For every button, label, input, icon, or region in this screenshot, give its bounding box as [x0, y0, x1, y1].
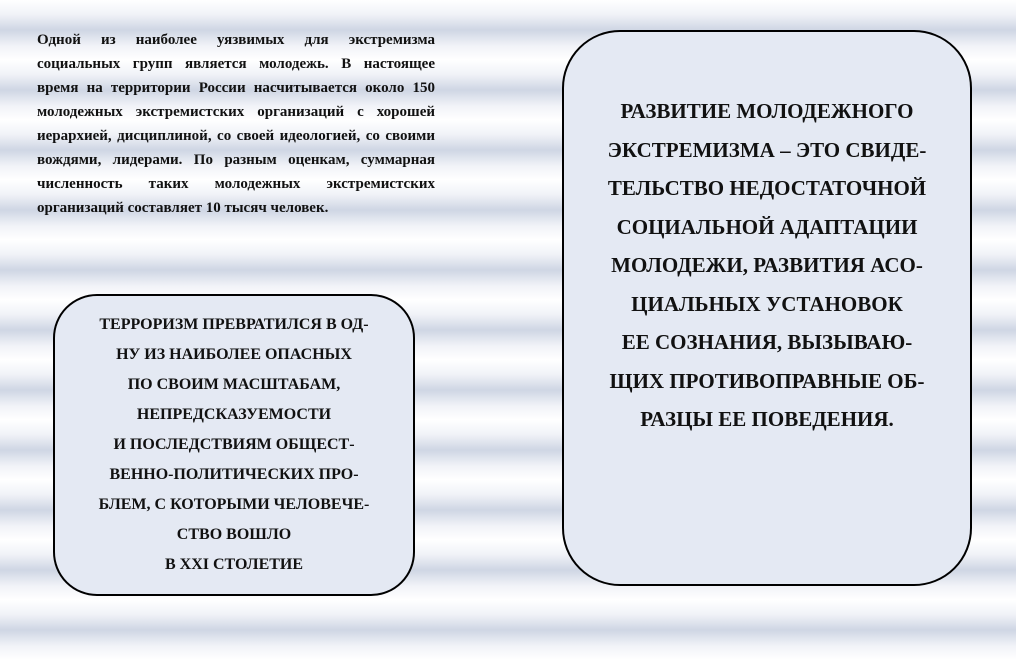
terrorism-statement-card: ТЕРРОРИЗМ ПРЕВРАТИЛСЯ В ОД- НУ ИЗ НАИБОЛЕЕ ОПАСНЫХ ПО СВОИМ МАСШТАБАМ, НЕПРЕДСКАЗУЕМОСТИ И ПОСЛЕДСТВИЯМ ОБЩЕСТ- ВЕННО-ПОЛИТИЧЕСКИХ ПРО- БЛЕМ, С КОТОРЫМИ ЧЕЛОВЕЧЕ- СТВО ВОШЛО В XXI СТОЛЕТИЕ — [53, 294, 415, 596]
youth-extremism-statement-card: РАЗВИТИЕ МОЛОДЕЖНОГО ЭКСТРЕМИЗМА – ЭТО СВИДЕ- ТЕЛЬСТВО НЕДОСТАТОЧНОЙ СОЦИАЛЬНОЙ АДАПТАЦИИ МОЛОДЕЖИ, РАЗВИТИЯ АСО- ЦИАЛЬНЫХ УСТАНОВОК ЕЕ СОЗНАНИЯ, ВЫЗЫВАЮ- ЩИХ ПРОТИВОПРАВНЫЕ ОБ- РАЗЦЫ ЕЕ ПОВЕДЕНИЯ. — [562, 30, 972, 586]
intro-paragraph: Одной из наиболее уязвимых для экстремизма социальных групп является молодежь. В настоящее время на территории России насчитывается около 150 молодежных экстремистских организаций с хорошей иерархией, дисциплиной, со своей идеологией, со своими вождями, лидерами. По разным оценкам, суммарная численность таких молодежных экстремистских организаций составляет 10 тысяч человек. — [37, 32, 435, 216]
